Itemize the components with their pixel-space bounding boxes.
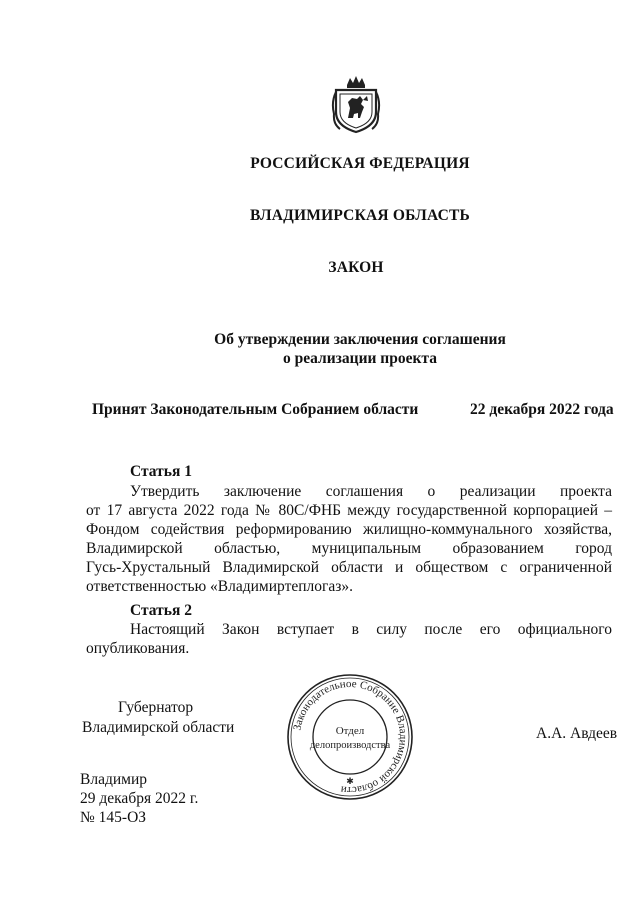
law-title [180, 330, 540, 368]
article-text-line: опубликования. [86, 640, 190, 657]
article-text-line: от 17 августа 2022 года № 80С/ФНБ между государственной корпорацией – [86, 502, 612, 519]
article-text-line: Настоящий Закон вступает в силу после его официального [130, 621, 612, 638]
article-1-body [86, 482, 612, 596]
article-text-line: Фондом содействия реформированию жилищно-коммунального хозяйства, [86, 521, 612, 538]
article-text-line: ответственностью «Владимиртеплогаз». [86, 578, 354, 595]
adoption-date: 22 декабря 2022 года [470, 401, 614, 418]
article-text-line: Гусь-Хрустальный Владимирской области и обществом с ограниченной [86, 559, 612, 576]
stamp-center-line: делопроизводства [309, 740, 391, 751]
governor-region: Владимирской области [82, 719, 235, 736]
article-text-line: Утвердить заключение соглашения о реализации проекта [130, 483, 612, 500]
stamp-center-line: Отдел [335, 725, 365, 737]
governor-name: А.А. Авдеев [536, 725, 618, 742]
footer-city: Владимир [80, 771, 147, 788]
article-1-heading: Статья 1 [130, 463, 192, 480]
article-2-body [86, 620, 612, 658]
adoption-text: Принят Законодательным Собранием области [92, 401, 419, 418]
document-type-heading: ЗАКОН [328, 259, 384, 276]
stamp-ring-text: Законодательное Собрание Владимирской области [291, 677, 410, 797]
region-heading: ВЛАДИМИРСКАЯ ОБЛАСТЬ [250, 207, 470, 224]
footer-date: 29 декабря 2022 г. [80, 790, 199, 807]
law-title-line: Об утверждении заключения соглашения [214, 331, 506, 348]
country-heading: РОССИЙСКАЯ ФЕДЕРАЦИЯ [250, 155, 470, 172]
article-text-line: Владимирской областью, муниципальным образованием город [86, 540, 612, 557]
official-round-stamp [285, 672, 415, 802]
stamp-star: ✱ [346, 777, 354, 787]
footer-block [80, 770, 198, 827]
governor-title: Губернатор [118, 699, 194, 716]
article-2-heading: Статья 2 [130, 602, 192, 619]
footer-number: № 145-ОЗ [80, 809, 147, 826]
coat-of-arms-emblem [330, 74, 382, 134]
law-title-line: о реализации проекта [283, 350, 437, 367]
